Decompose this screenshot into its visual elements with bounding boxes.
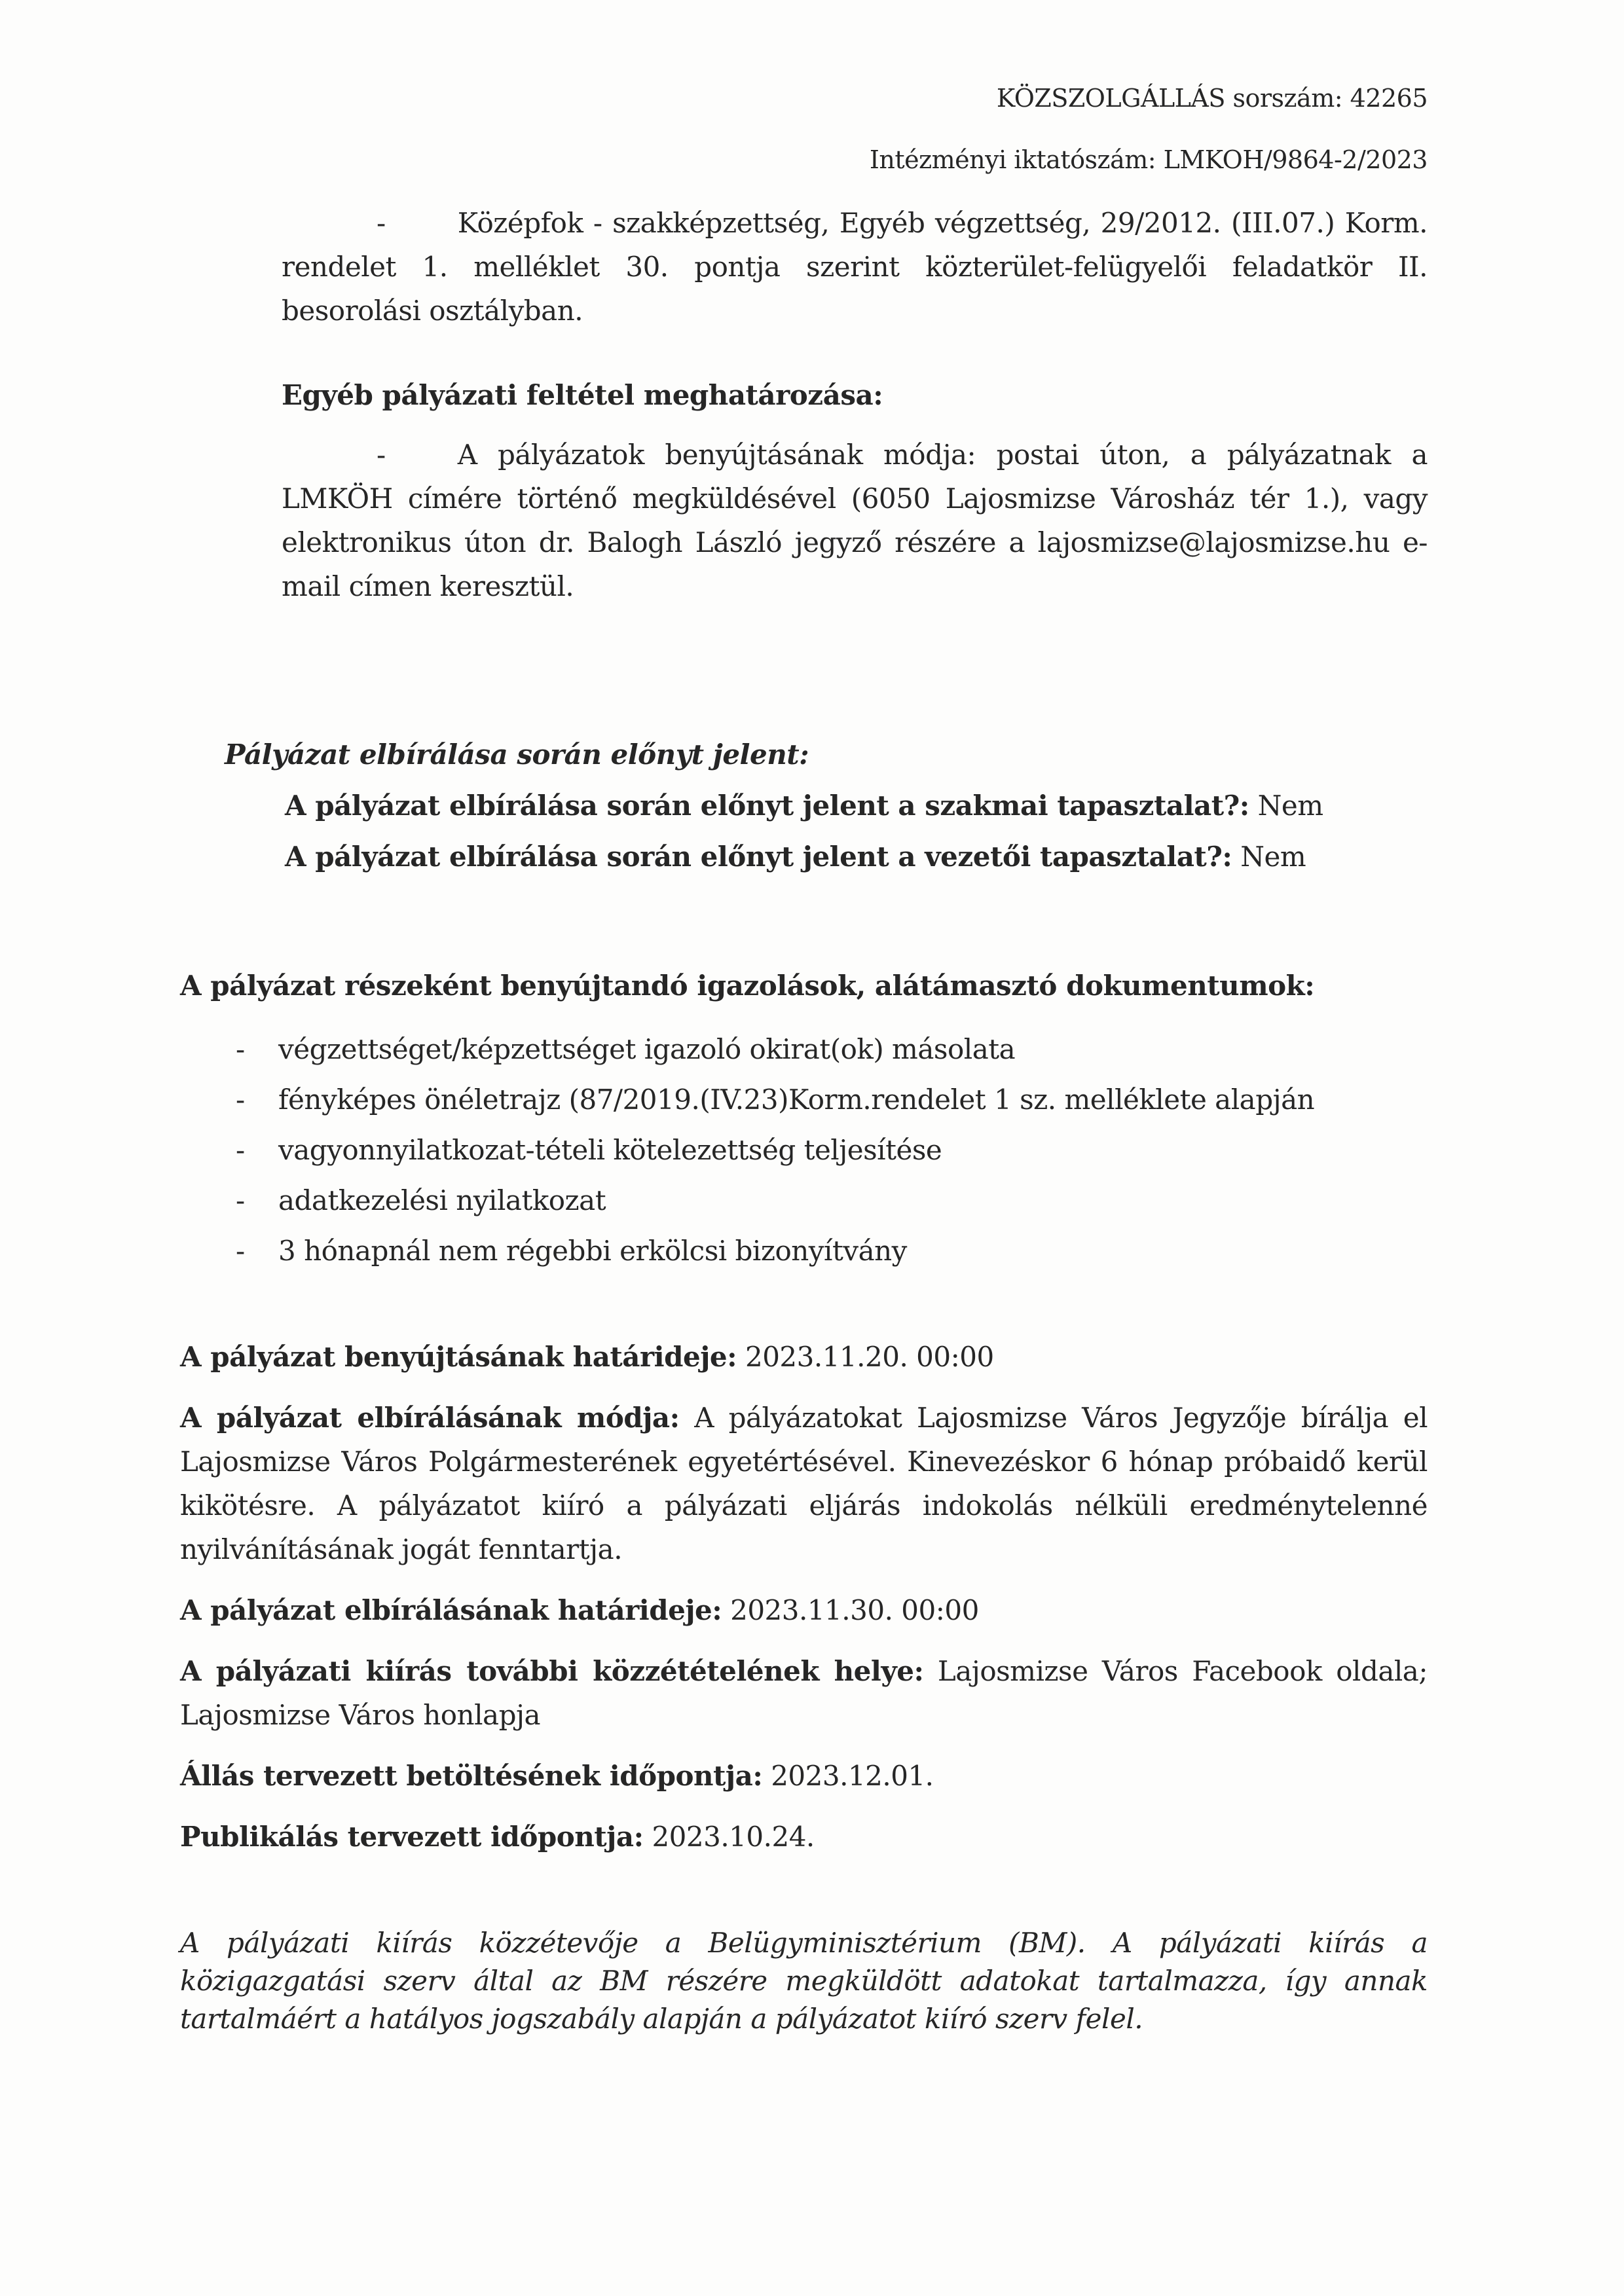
bullet-dash: - xyxy=(236,1184,245,1216)
publication-date-value: 2023.10.24. xyxy=(643,1821,815,1853)
disclaimer-note: A pályázati kiírás közzétevője a Belügyminisztérium (BM). A pályázati kiírás a közigazgatási szerv által az BM részére megküldött adatokat tartalmazza, így annak tartalmáért a hatályos jogszabály alapján a pályázatot kiíró szerv felel. xyxy=(180,1927,1428,2035)
serial-number-line: KÖZSZOLGÁLLÁS sorszám: 42265 xyxy=(996,84,1428,113)
advantage-professional-line xyxy=(285,784,1428,828)
document-item-text: 3 hónapnál nem régebbi erkölcsi bizonyítvány xyxy=(278,1235,907,1267)
qualification-text: Középfok - szakképzettség, Egyéb végzettség, 29/2012. (III.07.) Korm. rendelet 1. melléklet 30. pontja szerint közterület-felügyelői feladatkör II. besorolási osztályban. xyxy=(282,207,1428,327)
publication-date-line xyxy=(180,1815,1428,1859)
document-header xyxy=(180,82,1428,176)
list-item xyxy=(236,1128,1428,1172)
publication-places-value: Lajosmizse Város Facebook oldala; Lajosmizse Város honlapja xyxy=(180,1655,1428,1731)
list-item xyxy=(236,1229,1428,1273)
evaluation-method-paragraph xyxy=(180,1396,1428,1571)
publication-places-label: A pályázati kiírás további közzétételének helye: xyxy=(180,1655,924,1687)
submission-deadline-line xyxy=(180,1335,1428,1379)
document-item-text: vagyonnyilatkozat-tételi kötelezettség teljesítése xyxy=(278,1134,942,1166)
advantages-heading: Pályázat elbírálása során előnyt jelent: xyxy=(225,738,809,771)
advantage-leadership-line xyxy=(285,835,1428,879)
submission-deadline-label: A pályázat benyújtásának határideje: xyxy=(180,1341,737,1373)
advantage-leadership-value: Nem xyxy=(1232,841,1306,873)
dash-marker: - xyxy=(377,207,386,239)
submission-deadline-value: 2023.11.20. 00:00 xyxy=(737,1341,994,1373)
submission-mode-paragraph xyxy=(282,433,1428,608)
publication-places-paragraph xyxy=(180,1649,1428,1737)
publication-date-label: Publikálás tervezett időpontja: xyxy=(180,1821,644,1853)
list-item xyxy=(236,1078,1428,1121)
document-item-text: végzettséget/képzettséget igazoló okirat(ok) másolata xyxy=(278,1033,1016,1065)
registry-number-line: Intézményi iktatószám: LMKOH/9864-2/2023 xyxy=(869,145,1428,174)
list-item xyxy=(236,1027,1428,1071)
position-start-value: 2023.12.01. xyxy=(762,1760,934,1792)
evaluation-deadline-value: 2023.11.30. 00:00 xyxy=(722,1594,979,1626)
position-start-line xyxy=(180,1754,1428,1798)
advantage-professional-value: Nem xyxy=(1249,790,1323,822)
dash-marker: - xyxy=(377,439,386,471)
advantage-professional-label: A pályázat elbírálása során előnyt jelent a szakmai tapasztalat?: xyxy=(285,790,1249,822)
document-item-text: fényképes önéletrajz (87/2019.(IV.23)Korm.rendelet 1 sz. melléklete alapján xyxy=(278,1084,1315,1116)
document-item-text: adatkezelési nyilatkozat xyxy=(278,1184,606,1216)
evaluation-method-label: A pályázat elbírálásának módja: xyxy=(180,1402,680,1434)
other-conditions-heading: Egyéb pályázati feltétel meghatározása: xyxy=(282,379,883,411)
bullet-dash: - xyxy=(236,1235,245,1267)
position-start-label: Állás tervezett betöltésének időpontja: xyxy=(180,1760,763,1792)
bullet-dash: - xyxy=(236,1134,245,1166)
evaluation-deadline-label: A pályázat elbírálásának határideje: xyxy=(180,1594,722,1626)
list-item xyxy=(236,1178,1428,1222)
qualification-paragraph xyxy=(282,201,1428,333)
bullet-dash: - xyxy=(236,1084,245,1116)
bullet-dash: - xyxy=(236,1033,245,1065)
documents-heading: A pályázat részeként benyújtandó igazolások, alátámasztó dokumentumok: xyxy=(180,970,1315,1002)
submission-mode-text: A pályázatok benyújtásának módja: postai úton, a pályázatnak a LMKÖH címére történő megküldésével (6050 Lajosmizse Városház tér 1.), vagy elektronikus úton dr. Balogh László jegyző részére a lajosmizse@lajosmizse.hu e-mail címen keresztül. xyxy=(282,439,1428,602)
documents-list xyxy=(180,1027,1428,1273)
evaluation-deadline-line xyxy=(180,1588,1428,1632)
advantage-leadership-label: A pályázat elbírálása során előnyt jelent a vezetői tapasztalat?: xyxy=(285,841,1232,873)
evaluation-method-value: A pályázatokat Lajosmizse Város Jegyzője bírálja el Lajosmizse Város Polgármesterének egyetértésével. Kinevezéskor 6 hónap próbaidő kerül kikötésre. A pályázatot kiíró a pályázati eljárás indokolás nélküli eredménytelenné nyilvánításának jogát fenntartja. xyxy=(180,1402,1428,1565)
